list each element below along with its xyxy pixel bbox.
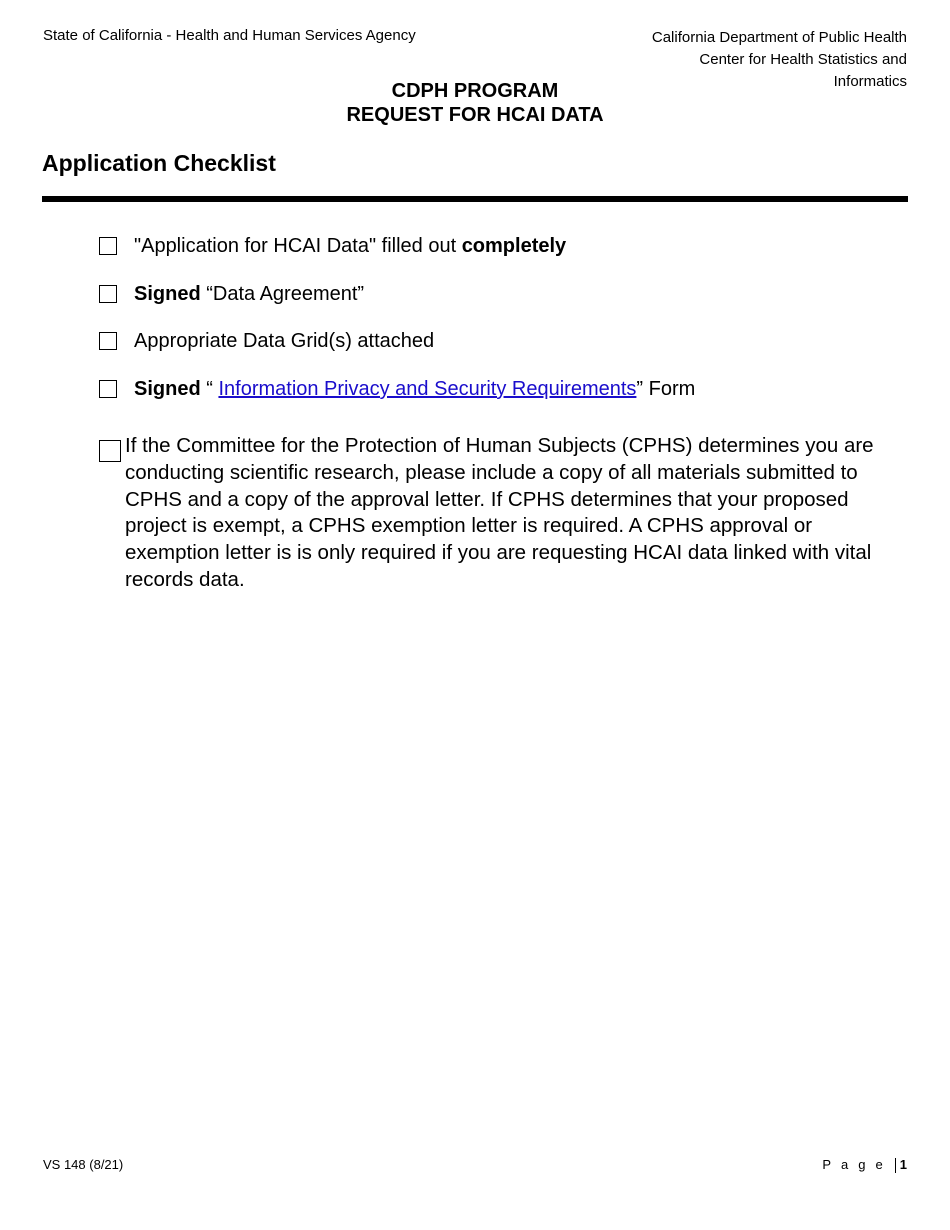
page-separator bbox=[895, 1158, 896, 1173]
checklist-text-part: “ bbox=[200, 378, 219, 400]
checklist-item-data-agreement bbox=[99, 282, 364, 306]
heading-divider bbox=[42, 196, 908, 202]
page-label: Page bbox=[822, 1157, 893, 1172]
checklist-item-privacy-security bbox=[99, 377, 695, 401]
checkbox-cphs[interactable] bbox=[99, 440, 121, 462]
checklist-text-part: "Application for HCAI Data" filled out bbox=[134, 235, 462, 257]
checkbox-application[interactable] bbox=[99, 237, 117, 255]
page-indicator bbox=[822, 1157, 907, 1173]
checklist-text-part: “Data Agreement” bbox=[200, 283, 365, 305]
checklist-text-emphasis: completely bbox=[461, 235, 567, 257]
document-title bbox=[0, 79, 950, 127]
checklist-text-emphasis: Signed bbox=[134, 283, 201, 305]
department-line: Center for Health Statistics and bbox=[699, 51, 907, 68]
checkbox-privacy-security[interactable] bbox=[99, 380, 117, 398]
agency-name: State of California - Health and Human Services Agency bbox=[43, 27, 416, 44]
form-id: VS 148 (8/21) bbox=[43, 1157, 124, 1172]
page-number: 1 bbox=[899, 1157, 907, 1172]
document-title-line-1: CDPH PROGRAM bbox=[391, 80, 559, 102]
department-line: Informatics bbox=[833, 73, 907, 90]
department-line: California Department of Public Health bbox=[651, 29, 907, 46]
checkbox-data-agreement[interactable] bbox=[99, 285, 117, 303]
document-title-line-2: REQUEST FOR HCAI DATA bbox=[346, 104, 604, 126]
privacy-security-link[interactable]: Information Privacy and Security Requirements bbox=[218, 378, 637, 400]
checkbox-data-grid[interactable] bbox=[99, 332, 117, 350]
checklist-text-part: ” Form bbox=[636, 378, 696, 400]
checklist-item-text bbox=[134, 377, 695, 401]
checklist-item-text: Appropriate Data Grid(s) attached bbox=[134, 330, 435, 352]
checklist-item-cphs bbox=[99, 433, 879, 594]
checklist-item-text bbox=[134, 282, 364, 306]
cphs-instructions: If the Committee for the Protection of Human Subjects (CPHS) determines you are conducting scientific research, please include a copy of all materials submitted to CPHS and a copy of the approval letter. If CPHS determines that your proposed project is exempt, a CPHS exemption letter is required. A CPHS approval or exemption letter is is only required if you are requesting HCAI data linked with vital records data. bbox=[125, 434, 874, 591]
checklist-item-text bbox=[134, 234, 566, 258]
checklist-text-emphasis: Signed bbox=[134, 378, 201, 400]
section-heading: Application Checklist bbox=[42, 150, 276, 176]
checklist-item-data-grid bbox=[99, 329, 434, 353]
checklist-item-application bbox=[99, 234, 566, 258]
